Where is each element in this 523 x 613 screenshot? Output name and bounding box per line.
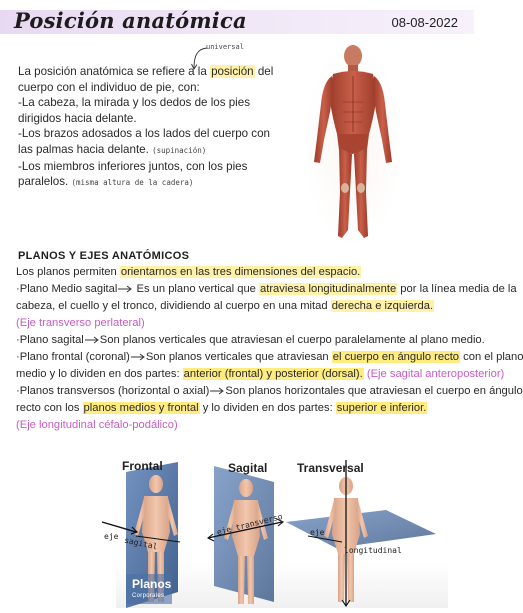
- label-frontal: Frontal: [122, 459, 163, 473]
- handwritten-note-supinacion: (supinación): [152, 145, 207, 155]
- axis-note-longitudinal: (Eje longitudinal céfalo-podálico): [16, 419, 178, 431]
- arrow-right-icon: [117, 285, 133, 293]
- intro-line: [18, 174, 250, 191]
- intro-paragraph: [18, 64, 274, 191]
- intro-text: del: [254, 65, 274, 78]
- label-planos: Planos: [132, 577, 172, 591]
- label-transversal: Transversal: [297, 461, 364, 475]
- planes-line: [16, 400, 464, 417]
- planes-text: Son planos verticales que atraviesan: [145, 351, 332, 363]
- planes-line: ·Plano sagital Son planos verticales que atraviesan el cuerpo paralelamente al plano medio.: [16, 334, 485, 346]
- planes-text: recto con los: [16, 402, 83, 414]
- hand-longitudinal: longitudinal: [344, 546, 402, 555]
- intro-line: dirigidos hacia delante.: [18, 111, 137, 125]
- plano-transverso-label: Planos transversos (horizontal o axial): [19, 385, 210, 397]
- highlight-posicion: posición: [211, 65, 254, 78]
- hand-sagital: sagital: [123, 535, 159, 552]
- planes-heading: PLANOS Y EJES ANATÓMICOS: [18, 250, 190, 262]
- planes-text: Los planos permiten: [16, 266, 120, 278]
- annotation-universal: universal: [206, 43, 244, 51]
- arrow-right-icon: [84, 336, 100, 344]
- highlight-orientarnos: orientarnos en las tres dimensiones del espacio.: [120, 266, 361, 278]
- axis-note-transverso: (Eje transverso perlateral): [16, 317, 145, 329]
- highlight-anterior-posterior: anterior (frontal) y posterior (dorsal).: [183, 368, 363, 380]
- highlight-superior-inferior: superior e inferior.: [336, 402, 427, 414]
- page-date: 08-08-2022: [391, 15, 458, 30]
- plano-medio-label: Plano Medio sagital: [19, 283, 118, 295]
- planes-text: Son planos horizontales que atraviesan el cuerpo en ángulo: [225, 385, 523, 397]
- planes-text: cabeza, el cuello y el tronco, dividiendo al cuerpo en una mitad: [16, 300, 331, 312]
- intro-text: paralelos.: [18, 175, 72, 189]
- planes-text: por la línea media de la: [397, 283, 517, 295]
- body-planes-illustration: [96, 452, 448, 608]
- hand-eje-2: eje: [310, 528, 325, 537]
- plano-frontal-label: Plano frontal (coronal): [19, 351, 130, 363]
- plano-sagital-label: Plano sagital: [19, 334, 84, 346]
- label-planos-corporales: [132, 578, 171, 602]
- handwritten-note-cadera: (misma altura de la cadera): [71, 178, 194, 188]
- highlight-planos-medios: planos medios y frontal: [83, 402, 199, 414]
- intro-line: [18, 64, 274, 80]
- planes-line: ·Plano Medio sagital Es un plano vertical que atraviesa longitudinalmente por la línea media de la: [16, 283, 517, 295]
- arrow-right-icon: [209, 387, 225, 395]
- hand-eje-1: eje: [104, 532, 119, 541]
- intro-text: La posición anatómica se refiere a la: [18, 65, 211, 78]
- planes-line: [16, 298, 464, 315]
- muscle-body-icon: [303, 42, 403, 248]
- planes-text: Son planos verticales que atraviesan el cuerpo paralelamente al plano medio.: [99, 334, 485, 346]
- highlight-derecha-izquierda: derecha e izquierda.: [331, 300, 434, 312]
- highlight-angulo-recto: el cuerpo en ángulo recto: [332, 351, 460, 363]
- planes-line: ·Plano frontal (coronal) Son planos verticales que atraviesan el cuerpo en ángulo recto con el plano: [16, 351, 523, 363]
- intro-line: -Los brazos adosados a los lados del cuerpo con: [18, 127, 270, 141]
- planes-text: Es un plano vertical que: [133, 283, 259, 295]
- intro-line: -La cabeza, la mirada y los dedos de los pies: [18, 96, 251, 110]
- intro-line: cuerpo con el individuo de pie, con:: [18, 80, 200, 94]
- hand-eje-transverso: eje transverso: [215, 511, 284, 538]
- highlight-longitudinal: atraviesa longitudinalmente: [260, 283, 397, 295]
- planes-line: [16, 366, 505, 383]
- planes-text: y lo dividen en dos partes:: [199, 402, 336, 414]
- planes-line: ·Planos transversos (horizontal o axial) Son planos horizontales que atraviesan el cuerpo en ángulo: [16, 385, 523, 397]
- planes-text: con el plano: [460, 351, 523, 363]
- intro-line: [18, 142, 250, 159]
- page-title: Posición anatómica: [14, 8, 247, 33]
- planes-text: medio y lo dividen en dos partes:: [16, 368, 183, 380]
- planes-section: [16, 264, 523, 434]
- arrow-right-icon: [130, 353, 146, 361]
- axis-note-sagital: (Eje sagital anteroposterior): [363, 368, 505, 380]
- planes-line: [16, 264, 464, 281]
- label-sagital: Sagital: [228, 461, 268, 475]
- anatomical-figure-image: [303, 42, 403, 248]
- intro-text: las palmas hacia delante.: [18, 142, 153, 156]
- label-corporales: Corporales: [132, 593, 165, 599]
- intro-line: -Los miembros inferiores juntos, con los pies: [18, 159, 248, 173]
